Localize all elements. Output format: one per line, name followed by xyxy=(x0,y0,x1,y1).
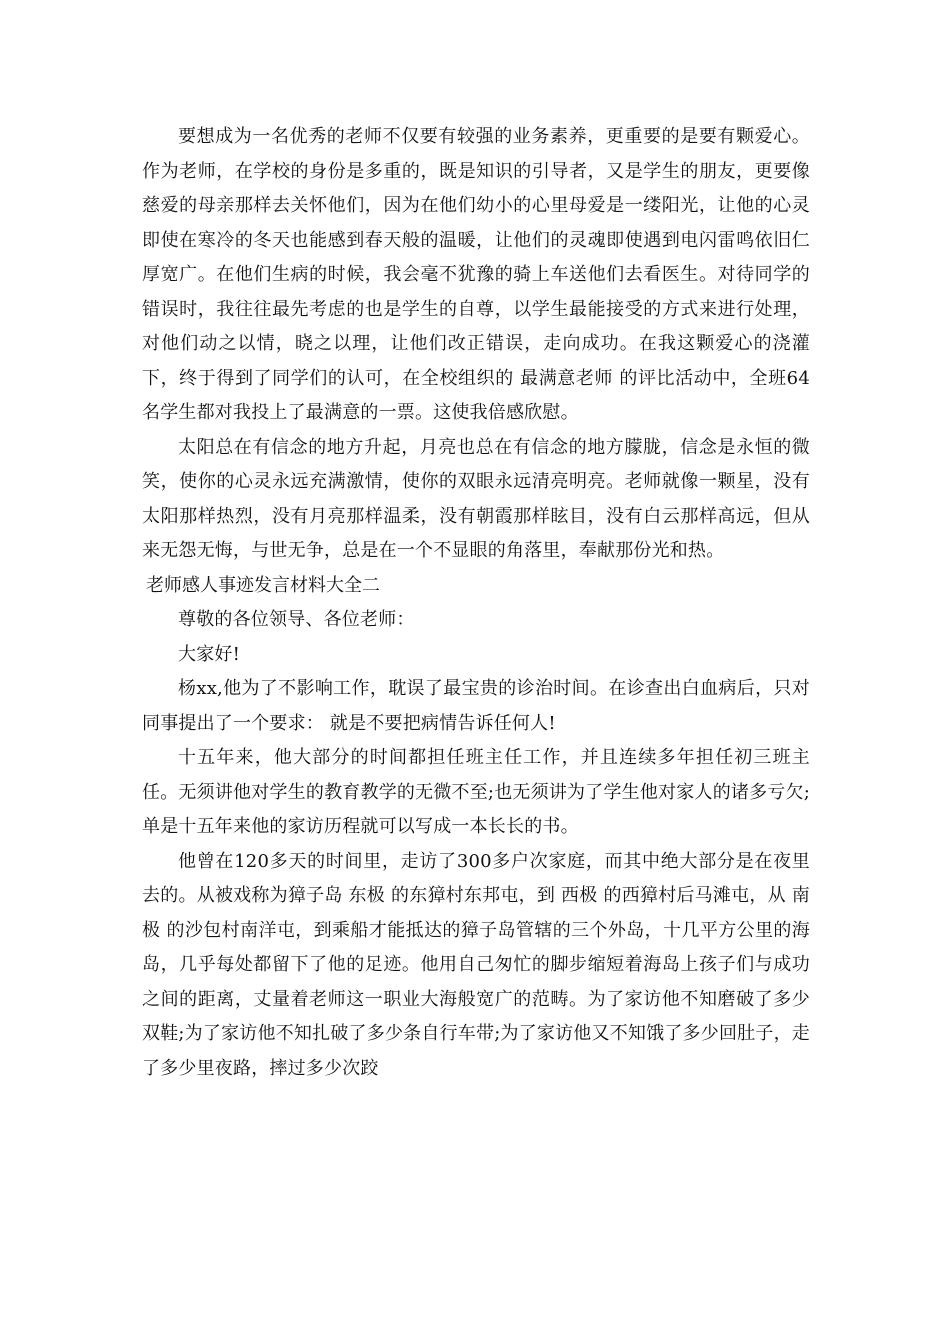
document-page xyxy=(142,120,810,1086)
body-paragraph: 杨xx,他为了不影响工作，耽误了最宝贵的诊治时间。在诊查出白血病后，只对同事提出了一个要求： 就是不要把病情告诉任何人! xyxy=(142,678,810,734)
body-paragraph: 太阳总在有信念的地方升起，月亮也总在有信念的地方朦胧，信念是永恒的微笑，使你的心灵永远充满激情，使你的双眼永远清亮明亮。老师就像一颗星，没有太阳那样热烈，没有月亮那样温柔，没有朝霞那样眩目，没有白云那样高远，但从来无怨无悔，与世无争，总是在一个不显眼的角落里，奉献那份光和热。 xyxy=(142,436,810,561)
salutation: 尊敬的各位领导、各位老师： xyxy=(178,609,415,630)
body-paragraph: 他曾在120多天的时间里，走访了300多户次家庭，而其中绝大部分是在夜里去的。从被戏称为獐子岛 东极 的东獐村东邦屯，到 西极 的西獐村后马滩屯，从 南极 的沙包村南洋屯，到乘船才能抵达的獐子岛管辖的三个外岛，十几平方公里的海岛，几乎每处都留下了他的足迹。他用自己匆忙的脚步缩短着海岛上孩子们与成功之间的距离，丈量着老师这一职业大海般宽广的范畴。为了家访他不知磨破了多少双鞋;为了家访他不知扎破了多少条自行车带;为了家访他又不知饿了多少回肚子，走了多少里夜路，摔过多少次跤 xyxy=(142,850,810,1079)
body-paragraph: 要想成为一名优秀的老师不仅要有较强的业务素养，更重要的是要有颗爱心。作为老师，在学校的身份是多重的，既是知识的引导者，又是学生的朋友，更要像慈爱的母亲那样去关怀他们，因为在他们幼小的心里母爱是一缕阳光，让他的心灵即使在寒冷的冬天也能感到春天般的温暖，让他们的灵魂即使遇到电闪雷鸣依旧仁厚宽广。在他们生病的时候，我会毫不犹豫的骑上车送他们去看医生。对待同学的错误时，我往往最先考虑的也是学生的自尊，以学生最能接受的方式来进行处理，对他们动之以情，晓之以理，让他们改正错误，走向成功。在我这颗爱心的浇灌下，终于得到了同学们的认可，在全校组织的 最满意老师 的评比活动中，全班64名学生都对我投上了最满意的一票。这使我倍感欣慰。 xyxy=(142,126,810,423)
body-paragraph: 十五年来，他大部分的时间都担任班主任工作，并且连续多年担任初三班主任。无须讲他对学生的教育教学的无微不至;也无须讲为了学生他对家人的诸多亏欠;单是十五年来他的家访历程就可以写成一本长长的书。 xyxy=(142,747,810,837)
greeting: 大家好! xyxy=(178,643,241,665)
section-title: 老师感人事迹发言材料大全二 xyxy=(146,574,380,596)
